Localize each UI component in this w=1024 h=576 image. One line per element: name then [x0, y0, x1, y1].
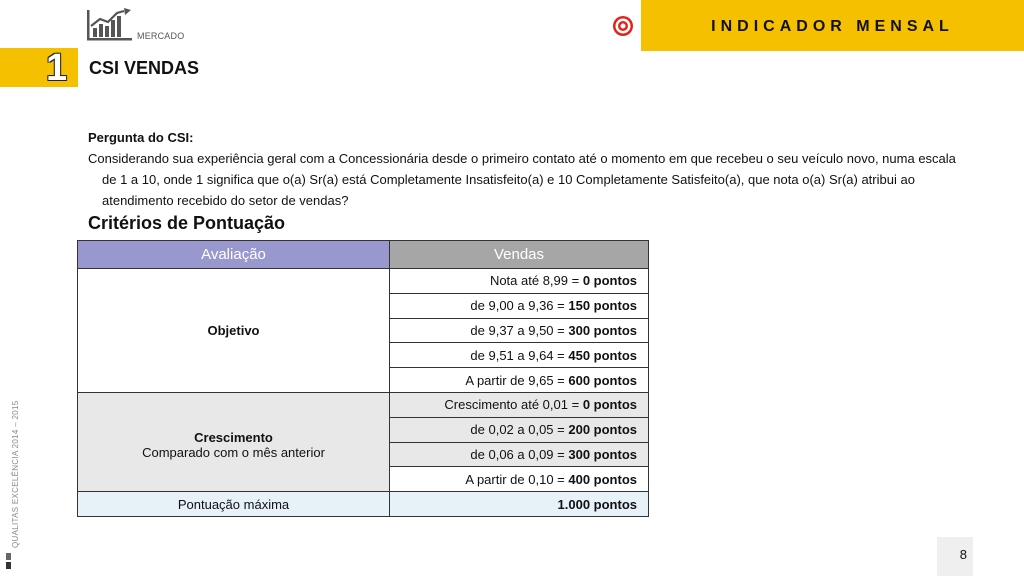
chart-logo-icon [86, 8, 134, 42]
question-heading: Pergunta do CSI: [88, 130, 194, 145]
criteria-title: Critérios de Pontuação [88, 213, 286, 233]
side-caption: QUALITAS EXCELÊNCIA 2014 – 2015 [11, 400, 20, 548]
page-number: 8 [959, 547, 967, 562]
section-number-box [0, 48, 78, 87]
page-title: CSI VENDAS [89, 58, 200, 78]
crescimento-subtitle: Comparado com o mês anterior [142, 445, 325, 461]
crescimento-row: de 0,02 a 0,05 = 200 pontos [390, 417, 649, 442]
header-banner [641, 0, 1024, 51]
section-number: 1 [46, 47, 68, 89]
crescimento-row: Crescimento até 0,01 = 0 pontos [390, 392, 649, 417]
objetivo-row: A partir de 9,65 = 600 pontos [390, 368, 649, 393]
header-vendas: Vendas [390, 241, 649, 269]
criteria-table [77, 240, 649, 517]
target-icon [612, 15, 634, 37]
header-avaliacao: Avaliação [78, 241, 390, 269]
crescimento-cell [78, 392, 390, 491]
crescimento-row: A partir de 0,10 = 400 pontos [390, 467, 649, 492]
objetivo-row: de 9,37 a 9,50 = 300 pontos [390, 318, 649, 343]
side-mark [6, 562, 11, 569]
objetivo-row: Nota até 8,99 = 0 pontos [390, 269, 649, 294]
crescimento-row: de 0,06 a 0,09 = 300 pontos [390, 442, 649, 467]
question-text: Considerando sua experiência geral com a Concessionária desde o primeiro contato até o momento em que recebeu o seu veículo novo, numa escala de 1 a 10, onde 1 significa que o(a) Sr(a) está Completamente Insatisfeito(a) e 10 Completamente Satisfeito(a), que nota o(a) Sr(a) atribui ao atendimento recebido do setor de vendas? [88, 151, 956, 208]
banner-title: INDICADOR MENSAL [711, 18, 954, 35]
objetivo-row: de 9,00 a 9,36 = 150 pontos [390, 293, 649, 318]
objetivo-label: Objetivo [78, 269, 390, 393]
csi-question [88, 127, 958, 211]
objetivo-row: de 9,51 a 9,64 = 450 pontos [390, 343, 649, 368]
max-score-label: Pontuação máxima [78, 492, 390, 517]
side-mark [6, 553, 11, 560]
page-number-box [937, 537, 973, 576]
max-score-value: 1.000 pontos [390, 492, 649, 517]
logo-label: MERCADO [137, 31, 185, 41]
crescimento-label: Crescimento [194, 430, 273, 446]
